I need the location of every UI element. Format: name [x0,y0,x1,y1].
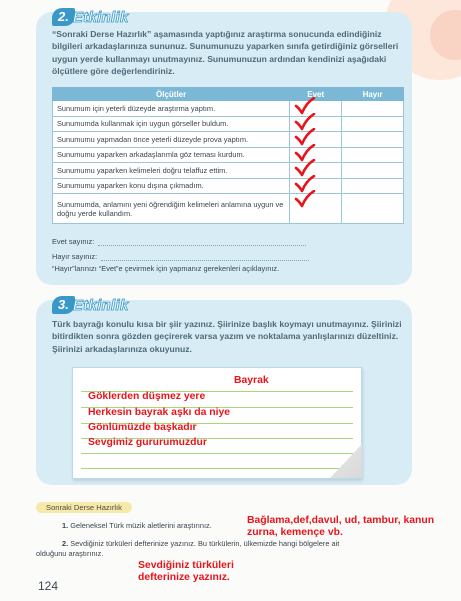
table-row [53,194,404,224]
hayir-cell[interactable] [342,101,404,117]
poem-line: Göklerden düşmez yere [88,391,206,402]
activity-number: 3. [52,296,75,314]
task-1-number: 1. [62,521,69,530]
answer-2-handwriting: Sevdiğiniz türküleri defterinize yazınız. [138,560,234,583]
table-row [53,147,404,163]
activity-3-instructions: Türk bayrağı konulu kısa bir şiir yazınız. Şiirinize başlık koymayı unutmayınız. Şiirinizi bitirdikten sonra gözden geçirerek varsa yazım ve noktalama yanlışlarınızı düzeltiniz. Şiirinizi arkadaşlarınıza okuyunuz. [52,319,402,354]
hayir-count-field[interactable] [101,253,309,261]
activity-2-badge [52,8,129,26]
criteria-cell: Sunumumu yaparken kelimeleri doğru telaffuz ettim. [53,163,290,179]
table-row [53,163,404,179]
answer-1-handwriting: Bağlama,def,davul, ud, tambur, kanun zurna, kemençe vb. [247,515,435,538]
hayir-cell[interactable] [342,116,404,132]
poem-title: Bayrak [234,375,269,386]
hayir-cell[interactable] [342,163,404,179]
table-row [53,178,404,194]
hayir-cell[interactable] [342,194,404,224]
criteria-cell: Sunumumu yaparken arkadaşlarımla göz teması kurdum. [53,147,290,163]
activity-2-instructions: “Sonraki Derse Hazırlık” aşamasında yaptığınız araştırma sonucunda edindiğiniz bilgileri arkadaşlarınıza sununuz. Sunumunuzu yaparken sınıfa getirdiğiniz görselleri uygun yerde kullanmayı unutmayınız. Sunumunuzun ardından kendinizi aşağıdaki ölçütlere göre değerlendiriniz. [52,29,399,77]
hayir-cell[interactable] [342,178,404,194]
evaluation-table [52,87,404,224]
checkmark-icon [294,190,316,208]
hayir-cell[interactable] [342,147,404,163]
evet-cell[interactable] [290,194,342,224]
criteria-cell: Sunumum için yeterli düzeyde araştırma yaptım. [53,101,290,117]
explanation-prompt: “Hayır”larınızı “Evet”e çevirmek için yapmanız gerekenleri açıklayınız. [52,264,280,273]
header-evet: Evet [290,88,342,101]
header-criteria: Ölçütler [53,88,290,101]
criteria-cell: Sunumumu yapmadan önce yeterli düzeyde prova yaptım. [53,132,290,148]
header-hayir: Hayır [342,88,404,101]
task-2-number: 2. [62,539,69,548]
table-header-row [53,88,404,101]
task-2-continued: olduğunu araştırınız. [36,549,104,558]
task-1-text: Geleneksel Türk müzik aletlerini araştırınız. [70,521,212,530]
hayir-cell[interactable] [342,132,404,148]
criteria-cell: Sunumumu yaparken konu dışına çıkmadım. [53,178,290,194]
criteria-cell: Sunumumda kullanmak için uygun görseller buldum. [53,116,290,132]
ruled-line [81,453,353,454]
next-lesson-tag: Sonraki Derse Hazırlık [36,502,132,513]
ruled-line [81,468,353,469]
activity-number: 2. [52,8,75,26]
task-2-text: Sevdiğiniz türküleri defterinize yazınız. Bu türkülerin, ülkemizde hangi bölgelere ait [70,539,340,548]
task-2 [62,539,339,548]
hayir-count-label: Hayır sayınız: [52,252,98,261]
table-row [53,132,404,148]
activity-label: Etkinlik [72,296,129,314]
table-row [53,101,404,117]
poem-line: Sevgimiz gururumuzdur [88,437,207,448]
activity-3-badge [52,296,129,314]
evet-count-field[interactable] [98,238,306,246]
hayir-count-line [52,252,309,261]
evet-count-label: Evet sayınız: [52,237,95,246]
activity-label: Etkinlik [72,8,129,26]
page-number: 124 [38,579,59,593]
table-row [53,116,404,132]
poem-line: Gönlümüzde başkadır [88,422,197,433]
evet-count-line [52,237,306,246]
task-1 [62,521,212,530]
poem-line: Herkesin bayrak aşkı da niye [88,407,231,418]
criteria-cell: Sunumumda, anlamını yeni öğrendiğim kelimeleri anlamına uygun ve doğru yerde kullandım. [53,194,290,224]
